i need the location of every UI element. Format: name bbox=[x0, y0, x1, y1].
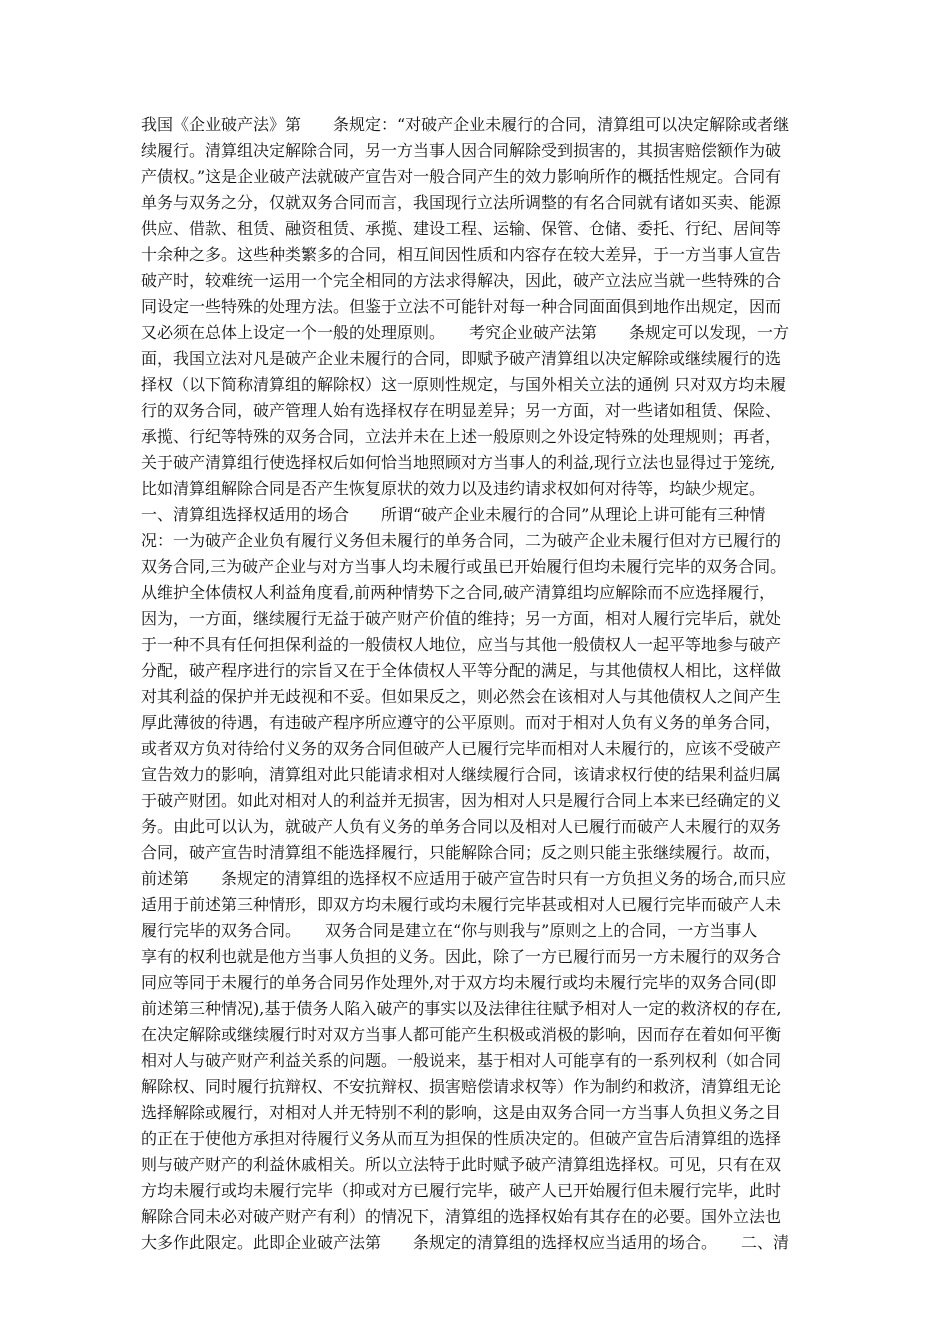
text-line: 因为，一方面，继续履行无益于破产财产价值的维持；另一方面，相对人履行完毕后，就处 bbox=[141, 609, 782, 628]
text-line: 单务与双务之分，仅就双务合同而言，我国现行立法所调整的有名合同就有诸如买卖、能源 bbox=[141, 193, 782, 212]
text-line: 况：一为破产企业负有履行义务但未履行的单务合同，二为破产企业未履行但对方已履行的 bbox=[141, 531, 782, 550]
text-line: 在决定解除或继续履行时对双方当事人都可能产生积极或消极的影响，因而存在着如何平衡 bbox=[141, 1025, 782, 1044]
text-line: 大多作此限定。此即企业破产法第 条规定的清算组的选择权应当适用的场合。 二、清 bbox=[141, 1233, 790, 1252]
text-line: 行的双务合同，破产管理人始有选择权存在明显差异；另一方面，对一些诸如租赁、保险、 bbox=[141, 401, 782, 420]
text-line: 厚此薄彼的待遇，有违破产程序所应遵守的公平原则。而对于相对人负有义务的单务合同， bbox=[141, 713, 782, 732]
text-line: 双务合同,三为破产企业与对方当事人均未履行或虽已开始履行但均未履行完毕的双务合同。 bbox=[141, 557, 787, 576]
text-line: 又必须在总体上设定一个一般的处理原则。 考究企业破产法第 条规定可以发现，一方 bbox=[141, 323, 790, 342]
text-line: 十余种之多。这些种类繁多的合同，相互间因性质和内容存在较大差异，于一方当事人宣告 bbox=[141, 245, 782, 264]
text-line: 分配，破产程序进行的宗旨又在于全体债权人平等分配的满足，与其他债权人相比，这样做 bbox=[141, 661, 782, 680]
text-line: 解除权、同时履行抗辩权、不安抗辩权、损害赔偿请求权等）作为制约和救济，清算组无论 bbox=[141, 1077, 782, 1096]
text-line: 关于破产清算组行使选择权后如何恰当地照顾对方当事人的利益,现行立法也显得过于笼统, bbox=[141, 453, 776, 472]
text-line: 面，我国立法对凡是破产企业未履行的合同，即赋予破产清算组以决定解除或继续履行的选 bbox=[141, 349, 782, 368]
text-line: 相对人与破产财产利益关系的问题。一般说来，基于相对人可能享有的一系列权利（如合同 bbox=[141, 1051, 782, 1070]
text-line: 宣告效力的影响，清算组对此只能请求相对人继续履行合同，该请求权行使的结果利益归属 bbox=[141, 765, 782, 784]
text-line: 同设定一些特殊的处理方法。但鉴于立法不可能针对每一种合同面面俱到地作出规定，因而 bbox=[141, 297, 782, 316]
text-line: 比如清算组解除合同是否产生恢复原状的效力以及违约请求权如何对待等，均缺少规定。 bbox=[141, 479, 766, 498]
text-line: 择权（以下简称清算组的解除权）这一原则性规定，与国外相关立法的通例 只对双方均未履 bbox=[141, 375, 787, 394]
text-line: 一、清算组选择权适用的场合 所谓“破产企业未履行的合同”从理论上讲可能有三种情 bbox=[141, 505, 766, 524]
text-line: 续履行。清算组决定解除合同，另一方当事人因合同解除受到损害的，其损害赔偿额作为破 bbox=[141, 141, 782, 160]
text-line: 前述第三种情况),基于债务人陷入破产的事实以及法律往往赋予相对人一定的救济权的存在, bbox=[141, 999, 782, 1018]
text-line: 破产时，较难统一运用一个完全相同的方法求得解决，因此，破产立法应当就一些特殊的合 bbox=[141, 271, 782, 290]
text-line: 对其利益的保护并无歧视和不妥。但如果反之，则必然会在该相对人与其他债权人之间产生 bbox=[141, 687, 782, 706]
text-line: 从维护全体债权人利益角度看,前两种情势下之合同,破产清算组均应解除而不应选择履行， bbox=[141, 583, 776, 602]
text-line: 同应等同于未履行的单务合同另作处理外,对于双方均未履行或均未履行完毕的双务合同(即 bbox=[141, 973, 777, 992]
text-line: 适用于前述第三种情形，即双方均未履行或均未履行完毕甚或相对人已履行完毕而破产人未 bbox=[141, 895, 782, 914]
text-line: 于一种不具有任何担保利益的一般债权人地位，应当与其他一般债权人一起平等地参与破产 bbox=[141, 635, 782, 654]
text-line: 承揽、行纪等特殊的双务合同，立法并未在上述一般原则之外设定特殊的处理规则；再者， bbox=[141, 427, 782, 446]
text-line: 或者双方负对待给付义务的双务合同但破产人已履行完毕而相对人未履行的，应该不受破产 bbox=[141, 739, 782, 758]
text-line: 前述第 条规定的清算组的选择权不应适用于破产宣告时只有一方负担义务的场合,而只应 bbox=[141, 869, 787, 888]
text-line: 产债权。”这是企业破产法就破产宣告对一般合同产生的效力影响所作的概括性规定。合同有 bbox=[141, 167, 782, 186]
text-line: 我国《企业破产法》第 条规定：“对破产企业未履行的合同，清算组可以决定解除或者继 bbox=[141, 115, 790, 134]
text-line: 选择解除或履行，对相对人并无特别不利的影响，这是由双务合同一方当事人负担义务之目 bbox=[141, 1103, 782, 1122]
text-line: 履行完毕的双务合同。 双务合同是建立在“你与则我与”原则之上的合同，一方当事人 bbox=[141, 921, 758, 940]
text-line: 务。由此可以认为，就破产人负有义务的单务合同以及相对人已履行而破产人未履行的双务 bbox=[141, 817, 782, 836]
text-line: 享有的权利也就是他方当事人负担的义务。因此，除了一方已履行而另一方未履行的双务合 bbox=[141, 947, 782, 966]
text-line: 方均未履行或均未履行完毕（抑或对方已履行完毕，破产人已开始履行但未履行完毕，此时 bbox=[141, 1181, 782, 1200]
text-line: 则与破产财产的利益休戚相关。所以立法特于此时赋予破产清算组选择权。可见，只有在双 bbox=[141, 1155, 782, 1174]
article-body bbox=[141, 112, 821, 1256]
text-line: 供应、借款、租赁、融资租赁、承揽、建设工程、运输、保管、仓储、委托、行纪、居间等 bbox=[141, 219, 782, 238]
text-line: 于破产财团。如此对相对人的利益并无损害，因为相对人只是履行合同上本来已经确定的义 bbox=[141, 791, 782, 810]
text-line: 的正在于使他方承担对待履行义务从而互为担保的性质决定的。但破产宣告后清算组的选择 bbox=[141, 1129, 782, 1148]
text-line: 合同，破产宣告时清算组不能选择履行，只能解除合同；反之则只能主张继续履行。故而， bbox=[141, 843, 782, 862]
text-line: 解除合同未必对破产财产有利）的情况下，清算组的选择权始有其存在的必要。国外立法也 bbox=[141, 1207, 782, 1226]
